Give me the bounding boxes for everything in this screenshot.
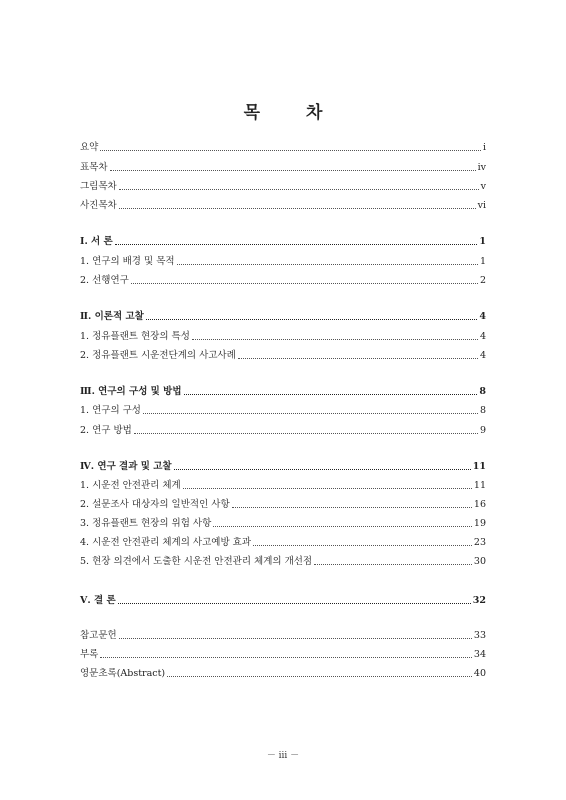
toc-entry-page: 11	[472, 461, 486, 472]
toc-entry-1-2[interactable]	[80, 274, 486, 288]
toc-entry-1-1[interactable]	[80, 255, 486, 269]
toc-chapter-1[interactable]	[80, 235, 486, 249]
toc-entry-3-1[interactable]	[80, 404, 486, 418]
dot-leader	[167, 675, 472, 677]
toc-entry-page: 9	[479, 425, 486, 436]
toc-entry-page: 1	[479, 236, 486, 247]
dot-leader	[238, 357, 478, 359]
dot-leader	[110, 169, 476, 171]
dot-leader	[177, 263, 478, 265]
toc-entry-label: 그림목차	[80, 181, 117, 192]
toc-entry-appendix[interactable]	[80, 648, 486, 662]
toc-entry-label: 부록	[80, 649, 99, 660]
toc-entry-page: vi	[477, 200, 486, 211]
toc-entry-label: 표목차	[80, 162, 108, 173]
toc-entry-table-list[interactable]	[80, 161, 486, 175]
toc-chapter-3[interactable]	[80, 385, 486, 399]
toc-entry-label: 1. 정유플랜트 현장의 특성	[80, 331, 190, 342]
toc-entry-page: 19	[473, 518, 486, 529]
toc-entry-page: iv	[477, 162, 486, 173]
dot-leader	[184, 393, 478, 395]
toc-entry-label: 사진목차	[80, 200, 117, 211]
toc-chapter-4[interactable]	[80, 460, 486, 474]
toc-entry-label: 2. 설문조사 대상자의 일반적인 사항	[80, 499, 230, 510]
toc-entry-summary[interactable]	[80, 141, 486, 155]
toc-entry-page: 8	[479, 405, 486, 416]
dot-leader	[115, 243, 478, 245]
toc-chapter-2[interactable]	[80, 310, 486, 324]
toc-entry-references[interactable]	[80, 629, 486, 643]
toc-entry-page: 23	[473, 537, 486, 548]
toc-entry-page: 4	[479, 350, 486, 361]
dot-leader	[174, 468, 471, 470]
toc-entry-page: 40	[473, 668, 486, 679]
toc-entry-label: Ⅰ. 서 론	[80, 236, 113, 247]
dot-leader	[134, 432, 478, 434]
toc-entry-2-2[interactable]	[80, 349, 486, 363]
toc-entry-page: 33	[473, 630, 486, 641]
toc-entry-figure-list[interactable]	[80, 180, 486, 194]
toc-entry-page: 32	[472, 595, 486, 606]
toc-entry-page: i	[482, 142, 486, 153]
page-title: 목 차	[243, 103, 343, 123]
dot-leader	[100, 656, 472, 658]
dot-leader	[213, 525, 472, 527]
dot-leader	[119, 207, 476, 209]
toc-entry-4-2[interactable]	[80, 498, 486, 512]
dot-leader	[118, 602, 471, 604]
toc-entry-page: 4	[479, 331, 486, 342]
toc-entry-abstract[interactable]	[80, 667, 486, 681]
toc-entry-label: 4. 시운전 안전관리 체계의 사고예방 효과	[80, 537, 251, 548]
dot-leader	[192, 338, 478, 340]
toc-entry-page: v	[480, 181, 486, 192]
toc-entry-4-5[interactable]	[80, 555, 486, 569]
dot-leader	[232, 506, 472, 508]
toc-entry-3-2[interactable]	[80, 424, 486, 438]
toc-chapter-5[interactable]	[80, 594, 486, 608]
toc-entry-page: 16	[473, 499, 486, 510]
dot-leader	[143, 412, 478, 414]
toc-entry-label: Ⅲ. 연구의 구성 및 방법	[80, 386, 182, 397]
toc-entry-2-1[interactable]	[80, 330, 486, 344]
toc-entry-label: Ⅴ. 결 론	[80, 595, 116, 606]
page-number: － iii －	[266, 751, 300, 761]
toc-entry-page: 2	[479, 275, 486, 286]
toc-entry-page: 8	[479, 386, 486, 397]
dot-leader	[146, 318, 478, 320]
toc-entry-label: 1. 시운전 안전관리 체계	[80, 480, 181, 491]
dot-leader	[314, 563, 472, 565]
toc-entry-label: 1. 연구의 구성	[80, 405, 141, 416]
toc-entry-label: 5. 현장 의견에서 도출한 시운전 안전관리 체계의 개선점	[80, 556, 313, 567]
dot-leader	[119, 188, 479, 190]
toc-entry-label: 2. 선행연구	[80, 275, 129, 286]
toc-entry-4-4[interactable]	[80, 536, 486, 550]
toc-entry-4-1[interactable]	[80, 479, 486, 493]
toc-entry-label: Ⅱ. 이론적 고찰	[80, 311, 144, 322]
toc-entry-label: 3. 정유플랜트 현장의 위험 사항	[80, 518, 212, 529]
toc-entry-label: 참고문헌	[80, 630, 117, 641]
toc-entry-label: 2. 정유플랜트 시운전단계의 사고사례	[80, 350, 236, 361]
toc-entry-page: 30	[473, 556, 486, 567]
toc-entry-page: 1	[479, 256, 486, 267]
toc-entry-label: Ⅳ. 연구 결과 및 고찰	[80, 461, 172, 472]
toc-entry-page: 11	[473, 480, 486, 491]
dot-leader	[183, 487, 472, 489]
toc-entry-photo-list[interactable]	[80, 199, 486, 213]
dot-leader	[119, 637, 472, 639]
toc-entry-label: 영문초록(Abstract)	[80, 668, 166, 679]
dot-leader	[100, 149, 481, 151]
toc-entry-label: 요약	[80, 142, 99, 153]
toc-entry-page: 4	[479, 311, 486, 322]
toc-entry-page: 34	[473, 649, 486, 660]
toc-entry-label: 2. 연구 방법	[80, 425, 132, 436]
toc-entry-label: 1. 연구의 배경 및 목적	[80, 256, 175, 267]
dot-leader	[131, 282, 478, 284]
toc-entry-4-3[interactable]	[80, 517, 486, 531]
dot-leader	[253, 544, 472, 546]
